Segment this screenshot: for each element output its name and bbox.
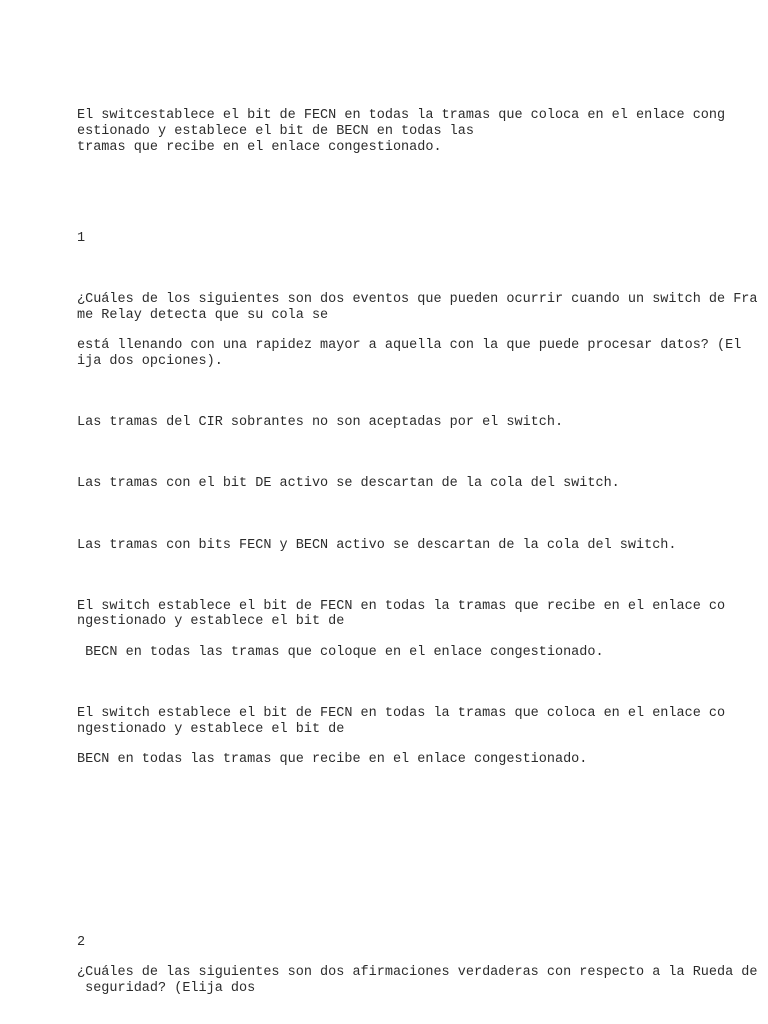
question-text: está llenando con una rapidez mayor a aquella con la que puede procesar datos? (El xyxy=(77,338,742,353)
question-text: ¿Cuáles de las siguientes son dos afirmaciones verdaderas con respecto a la Rueda de xyxy=(77,965,758,980)
answer-option: El switch establece el bit de FECN en todas la tramas que coloca en el enlace co xyxy=(77,706,726,721)
text-line: El switcestablece el bit de FECN en todas la tramas que coloca en el enlace cong xyxy=(77,108,726,123)
text-line: tramas que recibe en el enlace congestionado. xyxy=(77,140,442,155)
question-text: me Relay detecta que su cola se xyxy=(77,308,329,323)
question-text: ija dos opciones). xyxy=(77,354,223,369)
answer-option: Las tramas del CIR sobrantes no son aceptadas por el switch. xyxy=(77,415,564,430)
question-text: ¿Cuáles de los siguientes son dos eventos que pueden ocurrir cuando un switch de Fra xyxy=(77,292,758,307)
answer-option: Las tramas con bits FECN y BECN activo se descartan de la cola del switch. xyxy=(77,538,677,553)
question-number: 2 xyxy=(77,935,86,950)
question-text: seguridad? (Elija dos xyxy=(77,981,256,996)
question-number: 1 xyxy=(77,231,86,246)
text-line: estionado y establece el bit de BECN en todas las xyxy=(77,124,474,139)
answer-option: ngestionado y establece el bit de xyxy=(77,722,345,737)
answer-option: BECN en todas las tramas que recibe en el enlace congestionado. xyxy=(77,752,588,767)
answer-option: El switch establece el bit de FECN en todas la tramas que recibe en el enlace co xyxy=(77,599,726,614)
answer-option: BECN en todas las tramas que coloque en el enlace congestionado. xyxy=(77,645,604,660)
answer-option: Las tramas con el bit DE activo se descartan de la cola del switch. xyxy=(77,476,620,491)
answer-option: ngestionado y establece el bit de xyxy=(77,614,345,629)
